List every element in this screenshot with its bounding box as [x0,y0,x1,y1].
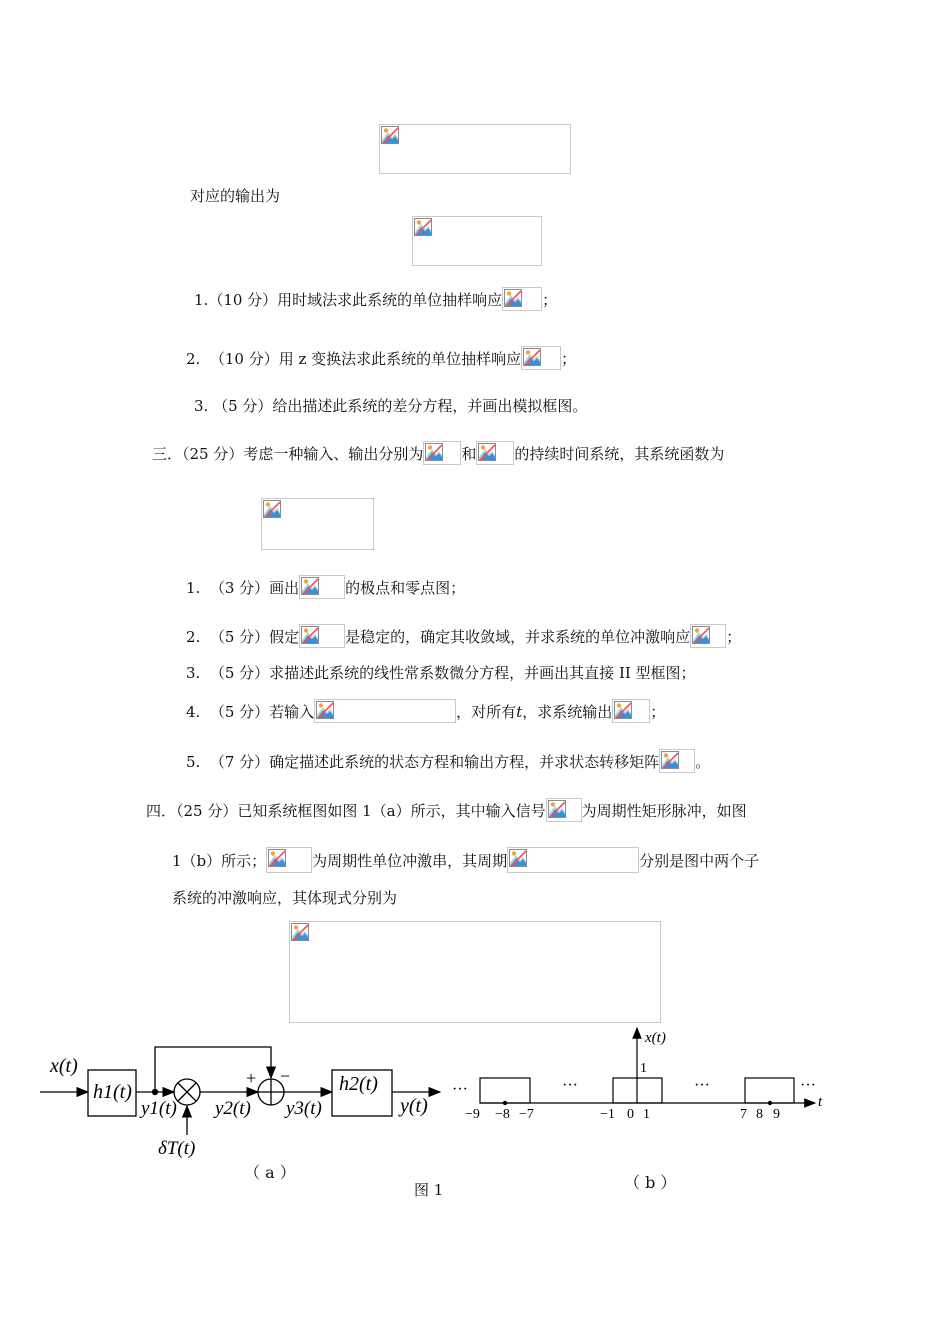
inline-equation-image [502,287,542,311]
question-text: （5 分）求描述此系统的线性常系数微分方程，并画出其直接 II 型框图； [209,664,696,682]
s3-question-1 [186,577,465,601]
broken-image-icon [425,443,443,461]
question-text-mid: ，对所有 [456,703,517,721]
section-4-line-2 [172,849,759,875]
broken-image-icon [523,348,541,366]
question-number: 2. [186,350,201,368]
amplitude-label: 1 [640,1061,647,1076]
question-number: 1. [186,579,201,597]
section-text: 为周期性单位冲激串，其周期 [312,852,508,870]
question-text: （5 分）给出描述此系统的差分方程，并画出模拟框图。 [213,397,588,415]
question-2 [186,348,576,372]
label-x: x(t) [50,1055,78,1077]
section-text: 为周期性矩形脉冲，如图 [581,802,747,820]
s3-question-3 [186,663,696,683]
tick-label: −9 [465,1107,480,1122]
ellipsis-mid-left: ··· [562,1077,578,1094]
question-1 [194,289,557,313]
broken-image-icon [291,923,309,941]
variable-t: t [516,703,523,721]
s3-question-4 [186,701,665,725]
pulse-left [480,1078,530,1103]
tick-label: 9 [773,1107,780,1122]
question-text-tail: 的极点和零点图； [345,579,466,597]
broken-image-icon [478,443,496,461]
figure-a-block-diagram [30,1030,450,1170]
tick-label: 0 [627,1107,634,1122]
question-number: 5. [186,753,201,771]
broken-image-icon [661,751,679,769]
broken-image-icon [301,577,319,595]
punctuation: ； [561,350,577,368]
label-h1: h1(t) [93,1081,132,1103]
section-text-tail: 的持续时间系统，其系统函数为 [514,445,725,463]
question-number: 1. [194,291,209,309]
tick-label: −8 [495,1107,510,1122]
axis-label-x: x(t) [645,1030,666,1046]
impulse-response-image [289,921,661,1023]
inline-equation-image [690,624,726,648]
inline-equation-image [314,699,456,723]
figure-a-caption: （ a ） [244,1163,296,1182]
question-text: （10 分）用时域法求此系统的单位抽样响应 [208,291,503,309]
broken-image-icon [614,701,632,719]
label-y1: y1(t) [141,1098,177,1119]
label-minus: − [280,1066,291,1086]
s3-question-2 [186,626,741,650]
equation-image [379,124,571,174]
label-h2: h2(t) [339,1073,378,1095]
question-text: （3 分）画出 [209,579,300,597]
axis-label-t: t [818,1094,823,1110]
section-4-line-1 [146,800,747,824]
conjunction: 和 [461,445,477,463]
section-4-line-3 [172,888,397,908]
broken-image-icon [504,289,522,307]
label-plus: + [246,1068,257,1088]
section-text: 1（b）所示； [172,852,267,870]
tick-label: −7 [519,1107,534,1122]
label-y3: y3(t) [286,1098,322,1119]
label-y2: y2(t) [215,1098,251,1119]
inline-equation-image [423,441,461,465]
broken-image-icon [548,800,566,818]
question-number: 2. [186,628,201,646]
punctuation: 。 [695,753,711,771]
question-number: 3. [194,397,209,415]
junction-dot [152,1089,158,1095]
tick-label: −1 [600,1107,615,1122]
inline-equation-image [659,749,695,773]
broken-image-icon [692,626,710,644]
punctuation: ； [650,703,666,721]
inline-equation-image [266,847,312,873]
section-text: 系统的冲激响应，其体现式分别为 [172,889,398,907]
question-text-mid2: ，求系统输出 [522,703,613,721]
section-text: 分别是图中两个子 [639,852,760,870]
label-delta: δT(t) [158,1138,196,1159]
question-number: 4. [186,703,201,721]
broken-image-icon [381,126,399,144]
pulse-right [745,1078,794,1103]
section-text: 四．（25 分）已知系统框图如图 1（a）所示，其中输入信号 [146,802,546,820]
label-y: y(t) [400,1095,428,1117]
inline-equation-image [299,624,345,648]
punctuation: ； [726,628,742,646]
inline-equation-image [507,847,639,873]
ellipsis-right: ··· [800,1077,816,1094]
inline-equation-image [476,441,514,465]
question-3 [194,396,587,416]
tick-label: 1 [643,1107,650,1122]
figure-b-pulse-plot [440,1020,840,1130]
punctuation: ； [542,291,558,309]
question-text: （5 分）若输入 [209,703,315,721]
broken-image-icon [301,626,319,644]
section-3-heading [152,443,724,467]
inline-equation-image [612,699,650,723]
ellipsis-left: ··· [452,1081,468,1098]
system-function-image [261,498,374,550]
equation-image [412,216,542,266]
question-text-mid: 是稳定的，确定其收敛域，并求系统的单位冲激响应 [345,628,691,646]
inline-equation-image [299,575,345,599]
broken-image-icon [316,701,334,719]
question-text: （10 分）用 z 变换法求此系统的单位抽样响应 [209,350,522,368]
question-number: 3. [186,664,201,682]
figure-b-caption: （ b ） [624,1173,677,1192]
broken-image-icon [268,849,286,867]
broken-image-icon [414,218,432,236]
broken-image-icon [263,500,281,518]
figure-caption: 图 1 [414,1181,444,1199]
tick-label: 8 [756,1107,763,1122]
s3-question-5 [186,751,710,775]
question-text: （7 分）确定描述此系统的状态方程和输出方程，并求状态转移矩阵 [209,753,660,771]
output-intro-text: 对应的输出为 [190,187,281,205]
question-text: （5 分）假定 [209,628,300,646]
ellipsis-mid-right: ··· [694,1077,710,1094]
broken-image-icon [509,849,527,867]
inline-equation-image [521,346,561,370]
tick-label: 7 [740,1107,747,1122]
section-text: 三．（25 分）考虑一种输入、输出分别为 [152,445,424,463]
inline-equation-image [546,798,582,822]
